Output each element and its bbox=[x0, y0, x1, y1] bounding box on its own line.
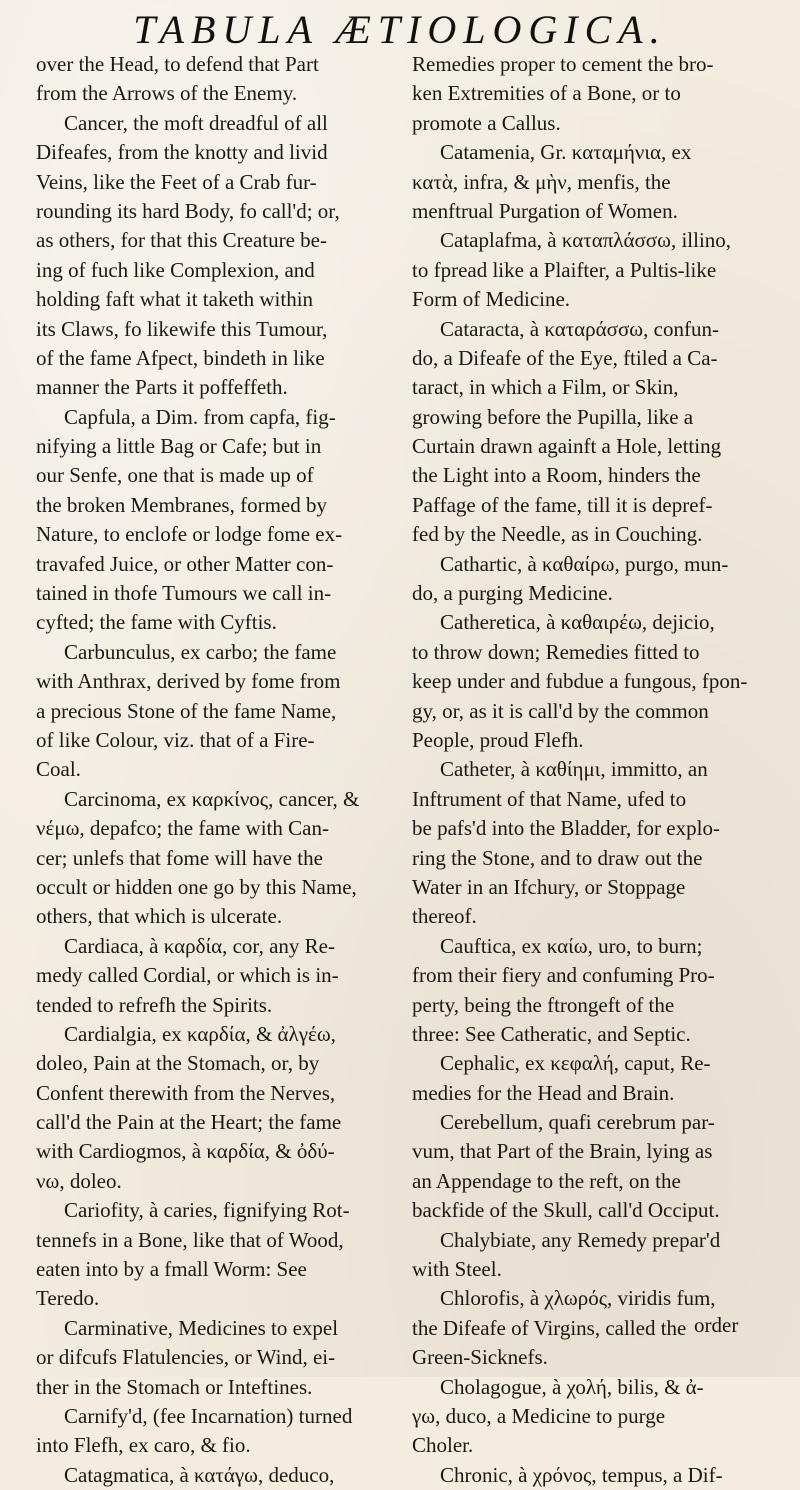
text-line: γω, duco, a Medicine to purge bbox=[412, 1403, 666, 1428]
text-line: Chalybiate, any Remedy prepar'd bbox=[440, 1227, 721, 1252]
text-line: tennefs in a Bone, like that of Wood, bbox=[36, 1227, 344, 1252]
text-line: Catheretica, à καθαιρέω, dejicio, bbox=[440, 610, 715, 635]
text-line: an Appendage to the reft, on the bbox=[412, 1168, 681, 1193]
left-column bbox=[36, 50, 401, 1490]
text-line: with Steel. bbox=[412, 1257, 502, 1282]
text-line: Carbunculus, ex carbo; the fame bbox=[64, 639, 337, 664]
text-line: Cataplafma, à καταπλάσσω, illino, bbox=[440, 228, 732, 253]
text-line: vum, that Part of the Brain, lying as bbox=[412, 1139, 713, 1164]
text-line: Carnify'd, (fee Incarnation) turned bbox=[64, 1403, 353, 1428]
text-line: the Difeafe of Virgins, called the bbox=[412, 1315, 687, 1340]
text-line: Form of Medicine. bbox=[412, 287, 571, 312]
text-line: manner the Parts it poffeffeth. bbox=[36, 375, 288, 400]
text-line: Cerebellum, quafi cerebrum par- bbox=[440, 1110, 715, 1135]
text-line: Carcinoma, ex καρκίνος, cancer, & bbox=[64, 786, 360, 811]
text-line: medy called Cordial, or which is in- bbox=[36, 963, 339, 988]
text-line: perty, being the ftrongeft of the bbox=[412, 992, 675, 1017]
text-line: Carminative, Medicines to expel bbox=[64, 1315, 339, 1340]
text-line: Veins, like the Feet of a Crab fur- bbox=[36, 169, 317, 194]
text-line: Teredo. bbox=[36, 1286, 100, 1311]
text-line: Nature, to enclofe or lodge fome ex- bbox=[36, 522, 343, 547]
text-line: Confent therewith from the Nerves, bbox=[36, 1080, 336, 1105]
text-line: Curtain drawn againft a Hole, letting bbox=[412, 434, 722, 459]
text-line: of the fame Afpect, bindeth in like bbox=[36, 345, 325, 370]
text-line: Cephalic, ex κεφαλή, caput, Re- bbox=[440, 1051, 711, 1076]
text-line: Cardiaca, à καρδία, cor, any Re- bbox=[64, 933, 335, 958]
text-line: do, a purging Medicine. bbox=[412, 581, 613, 606]
text-line: ing of fuch like Complexion, and bbox=[36, 257, 315, 282]
text-line: Coal. bbox=[36, 757, 81, 782]
text-line: the broken Membranes, formed by bbox=[36, 492, 327, 517]
text-line: Capfula, a Dim. from capfa, fig- bbox=[64, 404, 336, 429]
text-line: Water in an Ifchury, or Stoppage bbox=[412, 874, 686, 899]
text-line: Catheter, à καθίημι, immitto, an bbox=[440, 757, 708, 782]
text-line: keep under and fubdue a fungous, fpon- bbox=[412, 669, 748, 694]
right-column bbox=[412, 50, 777, 1490]
text-line: fed by the Needle, as in Couching. bbox=[412, 522, 703, 547]
text-line: travafed Juice, or other Matter con- bbox=[36, 551, 334, 576]
text-line: κατὰ, infra, & μὴν, menfis, the bbox=[412, 169, 671, 194]
text-line: tended to refrefh the Spirits. bbox=[36, 992, 273, 1017]
text-line: Catagmatica, à κατάγω, deduco, bbox=[64, 1462, 335, 1487]
text-line: Cauftica, ex καίω, uro, to burn; bbox=[440, 933, 703, 958]
text-line: others, that which is ulcerate. bbox=[36, 904, 283, 929]
text-line: ther in the Stomach or Inteftines. bbox=[36, 1374, 313, 1399]
text-line: with Cardiogmos, à καρδία, & ὀδύ- bbox=[36, 1139, 335, 1164]
running-head: TABULA ÆTIOLOGICA. bbox=[133, 7, 667, 52]
text-line: νέμω, depafco; the fame with Can- bbox=[36, 816, 329, 841]
text-line: the Light into a Room, hinders the bbox=[412, 463, 701, 488]
text-line: growing before the Pupilla, like a bbox=[412, 404, 694, 429]
text-line: Chlorofis, à χλωρός, viridis fum, bbox=[440, 1286, 716, 1311]
text-line: Remedies proper to cement the bro- bbox=[412, 52, 714, 76]
text-line: taract, in which a Film, or Skin, bbox=[412, 375, 679, 400]
text-line: gy, or, as it is call'd by the common bbox=[412, 698, 709, 723]
text-line: promote a Callus. bbox=[412, 110, 561, 135]
text-line: as others, for that this Creature be- bbox=[36, 228, 327, 253]
text-line: Cataracta, à καταράσσω, confun- bbox=[440, 316, 719, 341]
text-line: Cathartic, à καθαίρω, purgo, mun- bbox=[440, 551, 729, 576]
text-line: cyfted; the fame with Cyftis. bbox=[36, 610, 277, 635]
text-line: rounding its hard Body, fo call'd; or, bbox=[36, 198, 340, 223]
text-line: nifying a little Bag or Cafe; but in bbox=[36, 434, 322, 459]
text-line: eaten into by a fmall Worm: See bbox=[36, 1257, 307, 1282]
catchword: order bbox=[694, 1313, 739, 1337]
text-line: thereof. bbox=[412, 904, 477, 929]
text-line: into Flefh, ex caro, & fio. bbox=[36, 1433, 251, 1458]
text-line: call'd the Pain at the Heart; the fame bbox=[36, 1110, 342, 1135]
text-line: from their fiery and confuming Pro- bbox=[412, 963, 715, 988]
text-line: ring the Stone, and to draw out the bbox=[412, 845, 703, 870]
text-line: to throw down; Remedies fitted to bbox=[412, 639, 700, 664]
text-line: νω, doleo. bbox=[36, 1168, 122, 1193]
text-line: its Claws, fo likewife this Tumour, bbox=[36, 316, 328, 341]
text-line: of like Colour, viz. that of a Fire- bbox=[36, 727, 315, 752]
text-line: or difcufs Flatulencies, or Wind, ei- bbox=[36, 1345, 336, 1370]
text-line: Green-Sicknefs. bbox=[412, 1345, 548, 1370]
text-line: Cardialgia, ex καρδία, & ἀλγέω, bbox=[64, 1021, 336, 1046]
text-line: Choler. bbox=[412, 1433, 474, 1458]
text-line: occult or hidden one go by this Name, bbox=[36, 874, 357, 899]
text-line: tained in thofe Tumours we call in- bbox=[36, 581, 332, 606]
text-line: be pafs'd into the Bladder, for explo- bbox=[412, 816, 720, 841]
text-line: Cariofity, à caries, fignifying Rot- bbox=[64, 1198, 350, 1223]
text-line: three: See Catheratic, and Septic. bbox=[412, 1021, 691, 1046]
text-line: a precious Stone of the fame Name, bbox=[36, 698, 337, 723]
text-line: medies for the Head and Brain. bbox=[412, 1080, 675, 1105]
text-line: Difeafes, from the knotty and livid bbox=[36, 140, 328, 165]
text-line: backfide of the Skull, call'd Occiput. bbox=[412, 1198, 720, 1223]
text-line: our Senfe, one that is made up of bbox=[36, 463, 314, 488]
text-line: menftrual Purgation of Women. bbox=[412, 198, 678, 223]
text-line: ken Extremities of a Bone, or to bbox=[412, 81, 681, 106]
text-line: Cholagogue, à χολή, bilis, & ἀ- bbox=[440, 1374, 704, 1399]
text-line: People, proud Flefh. bbox=[412, 727, 584, 752]
text-line: Paffage of the fame, till it is depref- bbox=[412, 492, 713, 517]
text-line: holding faft what it taketh within bbox=[36, 287, 314, 312]
text-line: Inftrument of that Name, ufed to bbox=[412, 786, 687, 811]
text-line: from the Arrows of the Enemy. bbox=[36, 81, 298, 106]
text-line: doleo, Pain at the Stomach, or, by bbox=[36, 1051, 320, 1076]
text-line: do, a Difeafe of the Eye, ftiled a Ca- bbox=[412, 345, 718, 370]
text-line: cer; unlefs that fome will have the bbox=[36, 845, 323, 870]
text-line: Catamenia, Gr. καταμήνια, ex bbox=[440, 140, 692, 165]
text-line: Chronic, à χρόνος, tempus, a Dif- bbox=[440, 1462, 723, 1487]
text-line: over the Head, to defend that Part bbox=[36, 52, 319, 76]
text-line: Cancer, the moft dreadful of all bbox=[64, 110, 328, 135]
text-line: with Anthrax, derived by fome from bbox=[36, 669, 341, 694]
text-line: to fpread like a Plaifter, a Pultis-like bbox=[412, 257, 717, 282]
